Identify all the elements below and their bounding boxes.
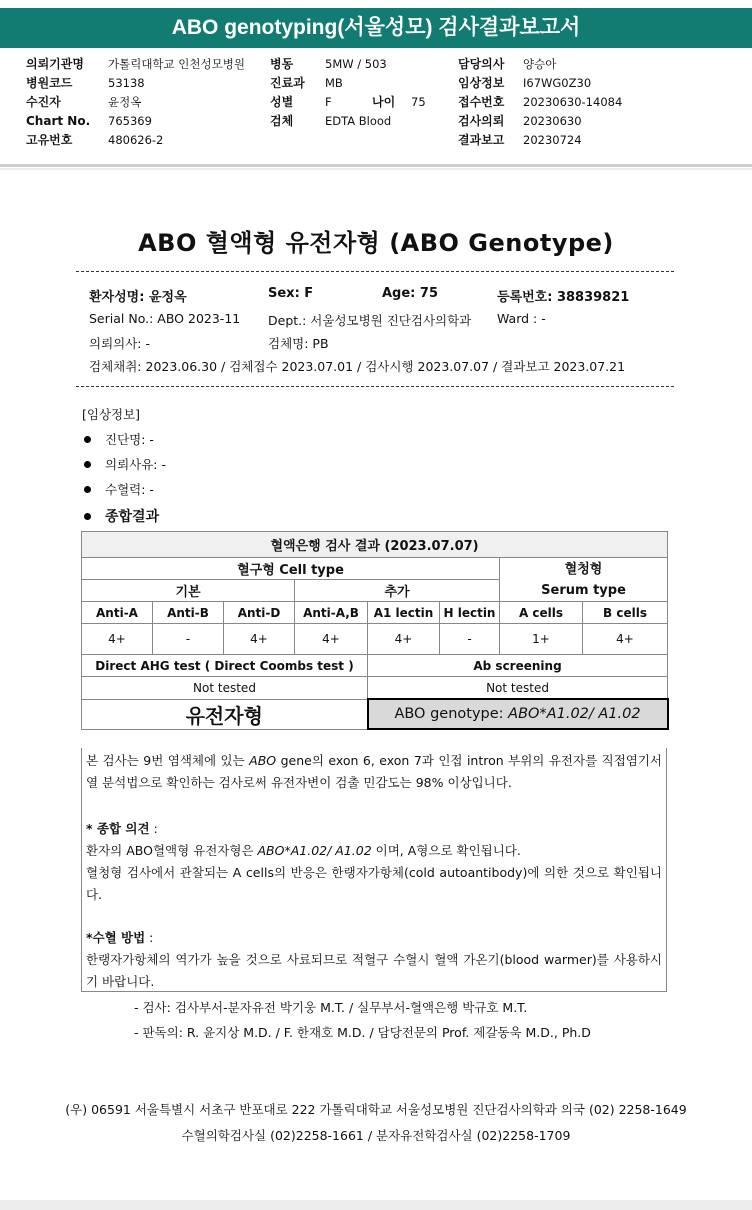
dashed-divider <box>76 271 674 272</box>
ab-screening-header: Ab screening <box>368 655 668 677</box>
registration-number <box>497 286 629 305</box>
dashed-divider <box>76 386 674 387</box>
hdr-value: F <box>325 95 332 109</box>
result-cell: 4+ <box>82 624 153 655</box>
hdr-value: 20230630 <box>523 114 582 128</box>
ab-screening-value: Not tested <box>368 677 668 700</box>
summary-heading <box>84 506 159 526</box>
column-header: Anti-B <box>153 602 224 624</box>
hdr-label: 의뢰기관명 <box>26 57 84 71</box>
hdr-value: 양승아 <box>523 57 557 71</box>
bullet-dot-icon <box>84 513 91 520</box>
hdr-label: 접수번호 <box>458 95 505 109</box>
hdr-value: 20230724 <box>523 133 582 147</box>
table-title: 혈액은행 검사 결과 (2023.07.07) <box>82 532 668 558</box>
genotype-value: ABO*A1.02/ A1.02 <box>508 706 641 722</box>
hdr-value: 53138 <box>108 76 145 90</box>
hdr-value: 가톨릭대학교 인천성모병원 <box>108 57 245 71</box>
hdr-label: 검체 <box>270 114 294 128</box>
clinical-item <box>84 455 166 473</box>
registration-number-text: 등록번호: 38839821 <box>497 290 630 305</box>
hdr-value: EDTA Blood <box>325 114 392 128</box>
hdr-label: 결과보고 <box>458 133 505 147</box>
bullet-dot-icon <box>84 436 91 443</box>
patient-name <box>89 286 187 305</box>
opinion-line-1 <box>86 840 662 862</box>
hdr-label: Chart No. <box>26 114 91 128</box>
signature-line-2: - 판독의: R. 윤지상 M.D. / F. 한재호 M.D. / 담당전문의 Prof. 제갈동욱 M.D., Ph.D <box>134 1025 591 1040</box>
hdr-label: 검사의뢰 <box>458 114 505 128</box>
genotype-result <box>368 699 668 729</box>
hdr-value: 5MW / 503 <box>325 57 387 71</box>
desc-text-a: 본 검사는 9번 염색체에 있는 <box>86 753 250 768</box>
transfusion-text: 한랭자가항체의 역가가 높을 것으로 사료되므로 적혈구 수혈시 혈액 가온기(blood warmer)를 사용하시기 바랍니다. <box>86 952 662 989</box>
hdr-label: 임상정보 <box>458 76 505 90</box>
result-cell: 1+ <box>500 624 583 655</box>
hdr-value: 480626-2 <box>108 133 164 147</box>
opinion-label: * 종합 의견 <box>86 821 150 836</box>
hdr-value: I67WG0Z30 <box>523 76 592 90</box>
specimen-dates: 검체채취: 2023.06.30 / 검체접수 2023.07.01 / 검사시행 2023.07.07 / 결과보고 2023.07.21 <box>89 359 626 374</box>
result-cell: - <box>440 624 500 655</box>
clinical-item-text: 수혈력: - <box>105 482 154 497</box>
hdr-age-value: 75 <box>411 95 426 109</box>
clinical-info-header: [임상정보] <box>82 407 141 422</box>
header-col2-labels <box>270 55 305 131</box>
transfusion-colon: : <box>145 930 154 945</box>
hdr-age-label: 나이 <box>372 95 396 109</box>
genotype-prefix: ABO genotype: <box>394 706 509 722</box>
genotype-label: 유전자형 <box>82 699 368 729</box>
hdr-label: 담당의사 <box>458 57 505 71</box>
result-cell: - <box>153 624 224 655</box>
clinical-item-text: 의뢰사유: - <box>105 457 166 472</box>
result-cell: 4+ <box>295 624 368 655</box>
hdr-label: 병동 <box>270 57 294 71</box>
result-cell: 4+ <box>368 624 440 655</box>
serum-type-label-en: Serum type <box>541 582 626 598</box>
specimen-name: 검체명: PB <box>268 336 329 351</box>
patient-name-text: 환자성명: 윤정옥 <box>89 290 187 305</box>
basic-header: 기본 <box>82 580 295 602</box>
column-header: Anti-A <box>82 602 153 624</box>
opinion-genotype: ABO*A1.02/ A1.02 <box>257 843 372 858</box>
result-cell: 4+ <box>583 624 668 655</box>
patient-age-text: Age: 75 <box>382 286 438 301</box>
desc-text-b: gene의 exon 6, exon 7과 인접 intron 부위의 유전자를 직접염기서열 분석법으로 확인하는 검사로써 유전자변이 검출 민감도는 98% 이상입니다. <box>86 753 662 790</box>
header-col3-values <box>523 55 622 150</box>
referring-doctor: 의뢰의사: - <box>89 336 150 351</box>
serial-number: Serial No.: ABO 2023-11 <box>89 311 241 326</box>
summary-heading-text: 종합결과 <box>105 509 160 525</box>
footer-contacts: 수혈의학검사실 (02)2258-1661 / 분자유전학검사실 (02)2258-1709 <box>181 1128 571 1143</box>
cell-type-header: 혈구형 Cell type <box>82 558 500 580</box>
header-col1-values <box>108 55 245 150</box>
footer-address: (우) 06591 서울특별시 서초구 반포대로 222 가톨릭대학교 서울성모병원 진단검사의학과 의국 (02) 2258-1649 <box>65 1102 687 1117</box>
report-title: ABO 혈액형 유전자형 (ABO Genotype) <box>138 229 614 257</box>
hdr-value: 윤정옥 <box>108 95 142 109</box>
header-separator <box>0 164 752 167</box>
transfusion-label: *수혈 방법 <box>86 930 146 945</box>
extra-header: 추가 <box>295 580 500 602</box>
hdr-label: 병원코드 <box>26 76 73 90</box>
column-header: Anti-D <box>224 602 295 624</box>
column-header: H lectin <box>440 602 500 624</box>
clinical-item-text: 진단명: - <box>105 432 154 447</box>
signature-line-1: - 검사: 검사부서-분자유전 박기웅 M.T. / 실무부서-혈액은행 박규호 M.T. <box>134 1000 528 1015</box>
hdr-label: 성별 <box>270 95 294 109</box>
opinion-text-a: 환자의 ABO혈액형 유전자형은 <box>86 843 258 858</box>
ward: Ward : - <box>497 311 546 326</box>
bullet-dot-icon <box>84 486 91 493</box>
header-col3-labels <box>458 55 504 150</box>
bullet-dot-icon <box>84 461 91 468</box>
column-header: B cells <box>583 602 668 624</box>
transfusion-heading <box>86 927 662 949</box>
patient-sex-text: Sex: F <box>268 286 314 301</box>
column-header: A cells <box>500 602 583 624</box>
column-header: Anti-A,B <box>295 602 368 624</box>
report-banner: ABO genotyping(서울성모) 검사결과보고서 <box>0 8 752 48</box>
patient-age <box>382 286 438 301</box>
serum-type-header <box>500 558 668 602</box>
blood-bank-results-table <box>81 531 669 730</box>
hdr-label: 진료과 <box>270 76 305 90</box>
hdr-value: MB <box>325 76 343 90</box>
hdr-value: 20230630-14084 <box>523 95 623 109</box>
opinion-line-2: 혈청형 검사에서 관찰되는 A cells의 반응은 한랭자가항체(cold autoantibody)에 의한 것으로 확인됩니다. <box>86 865 662 902</box>
column-header: A1 lectin <box>368 602 440 624</box>
department: Dept.: 서울성모병원 진단검사의학과 <box>268 313 472 328</box>
desc-gene: ABO <box>249 753 277 768</box>
direct-ahg-value: Not tested <box>82 677 368 700</box>
serum-type-label-ko: 혈청형 <box>564 561 603 577</box>
hdr-value: 765369 <box>108 114 152 128</box>
hdr-label: 수진자 <box>26 95 61 109</box>
clinical-item <box>84 430 154 448</box>
opinion-text-b: 이며, A형으로 확인됩니다. <box>371 843 521 858</box>
clinical-item <box>84 480 154 498</box>
opinion-heading <box>86 818 662 840</box>
patient-sex <box>268 286 313 301</box>
test-description <box>86 750 662 794</box>
hdr-label: 고유번호 <box>26 133 73 147</box>
direct-ahg-header: Direct AHG test ( Direct Coombs test ) <box>82 655 368 677</box>
opinion-colon: : <box>149 821 158 836</box>
result-cell: 4+ <box>224 624 295 655</box>
header-col1-labels <box>26 55 90 150</box>
